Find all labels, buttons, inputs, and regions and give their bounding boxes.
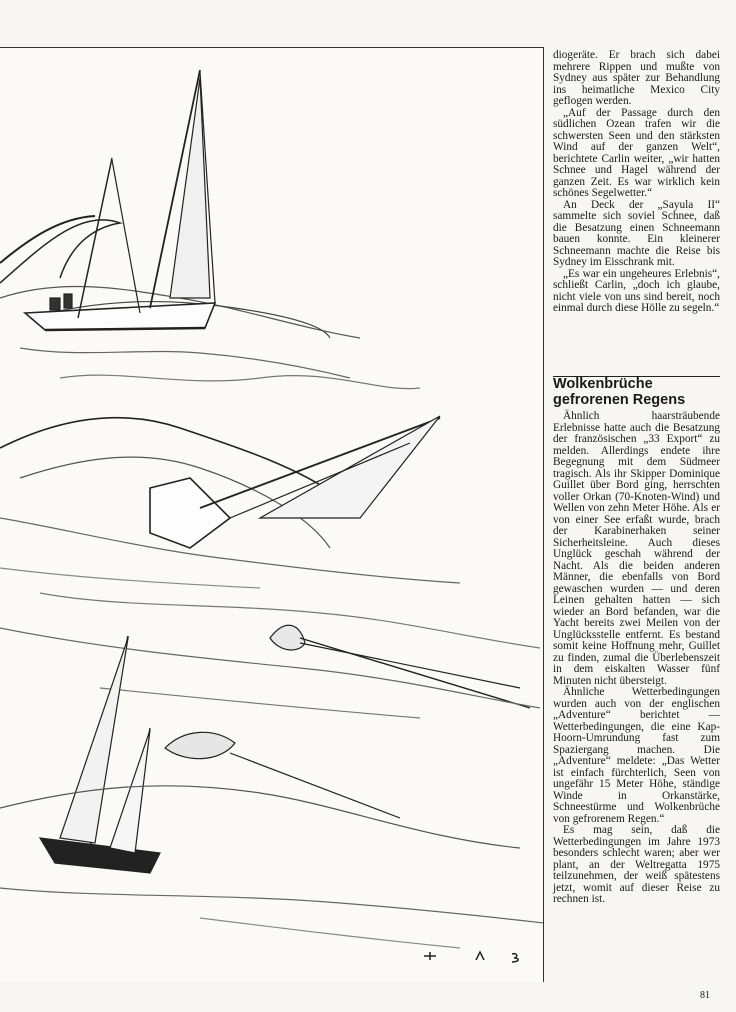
capsized-yacht <box>0 625 540 718</box>
article-column-bottom <box>553 411 720 906</box>
sailboat-storm-illustration <box>0 47 544 982</box>
sailboats-in-storm-icon <box>0 48 544 982</box>
paragraph-3: An Deck der „Sayula II“ sammelte sich soviel Schnee, daß die Besatzung einen Schneemann bauen konnte. Ein kleinerer Schneemann machte die Reise bis Sydney im Eisschrank mit. <box>553 198 720 268</box>
heading-line-2: gefrorenen Regens <box>553 392 686 408</box>
paragraph-4: „Es war ein ungeheures Erlebnis“, schließt Carlin, „doch ich glaube, nicht viele von uns sind bereit, noch einmal durch diese Hölle zu segeln.“ <box>553 267 720 314</box>
paragraph-6: Ähnliche Wetterbedingungen wurden auch von der englischen „Adventure“ berichtet — Wetterbedingungen, die eine Kap-Hoorn-Umrundung fast zum Spaziergang machen. Die „Adventure“ meldete: „Das Wetter ist einfach fürchterlich, Seen von ungefähr 15 Meter Höhe, ständige Winde in Orkanstärke, Schneestürme und Wolkenbrüche von gefrorenem Regen.“ <box>553 686 720 825</box>
page-number: 81 <box>700 990 710 1001</box>
artist-signature-icon <box>424 952 518 962</box>
lower-yacht <box>0 636 544 948</box>
paragraph-5: Ähnlich haarsträubende Erlebnisse hatte auch die Besatzung der französischen „33 Export“ zu melden. Allerdings endete ihre Begegnung mit dem Südmeer tragisch. Als ihr Skipper Dominique Guillet über Bord ging, herrschten voller Orkan (70-Knoten-Wind) und Wellen von zehn Meter Höhe. Als er von einer See erfaßt wurde, brach der Karabinerhaken seiner Sicherheitsleine. Auch dieses Unglück geschah während der Nacht. Als die beiden anderen Männer, die ebenfalls von Bord gewaschen wurden — und deren Leinen gehalten hatten — sich wieder an Bord befanden, war die Yacht bereits zwei Meilen von der Unglücksstelle entfernt. Es bestand somit keine Hoffnung mehr, Guillet zu finden, zumal die Überlebenszeit in dem eiskalten Wasser fünf Minuten nicht übersteigt. <box>553 410 720 687</box>
paragraph-7: Es mag sein, daß die Wetterbedingungen im Jahre 1973 besonders schlecht waren; aber wer plant, an der Weltregatta 1975 teilzunehmen, der weiß spätestens jetzt, womit auf dieser Reise zu rechnen ist. <box>553 824 720 905</box>
upper-yacht <box>0 70 420 389</box>
section-heading <box>553 376 723 408</box>
heading-line-1: Wolkenbrüche <box>553 376 653 392</box>
paragraph-2: „Auf der Passage durch den südlichen Ozean trafen wir die schwersten Seen und den stärksten Wind auf der ganzen Welt“, berichtete Carlin weiter, „wir hatten Schnee und Hagel während der ganzen Zeit. Es war wirklich kein schönes Segelwetter.“ <box>553 106 720 199</box>
middle-yacht <box>0 416 540 648</box>
article-column-top <box>553 50 720 315</box>
paragraph-1: diogeräte. Er brach sich dabei mehrere Rippen und mußte von Sydney aus später zur Behandlung ins heimatliche Mexico City geflogen werden. <box>553 49 720 107</box>
